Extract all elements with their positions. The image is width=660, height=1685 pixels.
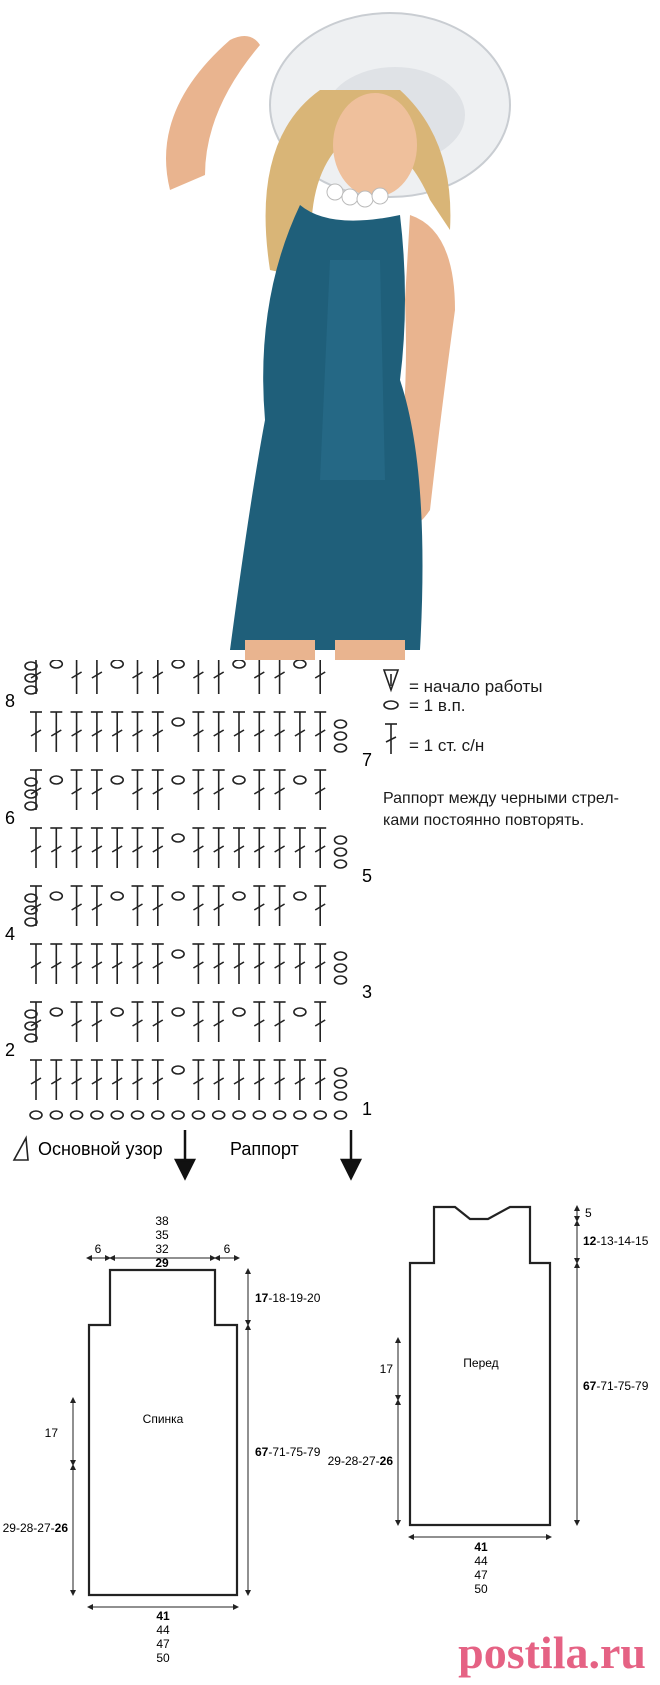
back-pocket: 17 [44, 1426, 58, 1440]
crochet-chart [0, 660, 660, 1205]
back-bottom-size-4: 50 [156, 1651, 170, 1665]
front-armhole: 12-13-14-15 [583, 1234, 649, 1248]
repeat-arrow-right-icon [342, 1130, 360, 1178]
chart-stitch [294, 660, 306, 668]
chart-stitch [91, 1111, 103, 1119]
repeat-note: Раппорт между черными стрел-ками постоянно повторять. [383, 790, 619, 829]
chart-stitch [111, 1111, 123, 1119]
dc-symbol [385, 724, 397, 754]
chart-stitch [111, 1008, 123, 1016]
chart-stitch [335, 848, 347, 856]
back-armhole: 17-18-19-20 [255, 1291, 321, 1305]
chart-stitch [233, 1008, 245, 1016]
row-number-6: 6 [5, 808, 16, 828]
back-title: Спинка [142, 1412, 184, 1426]
chain-symbol [384, 701, 398, 709]
chart-stitch [111, 660, 123, 668]
chart-stitch [50, 1008, 62, 1016]
front-bottom-size-1: 41 [474, 1540, 488, 1554]
chart-stitch [233, 892, 245, 900]
chart-stitch [294, 1008, 306, 1016]
row-number-7: 7 [362, 750, 373, 770]
front-hem: 29-28-27-26 [327, 1454, 393, 1468]
chart-stitch [172, 718, 184, 726]
chart-stitch [335, 964, 347, 972]
chart-stitch [335, 952, 347, 960]
chart-stitch [172, 892, 184, 900]
row-number-8: 8 [5, 691, 16, 711]
chart-stitch [335, 732, 347, 740]
chart-stitch [233, 776, 245, 784]
chart-stitch [314, 1111, 326, 1119]
chart-stitch [192, 1111, 204, 1119]
chart-stitch [50, 892, 62, 900]
back-top-size-4: 29 [155, 1256, 169, 1270]
chart-stitch [335, 976, 347, 984]
model-photo [0, 0, 660, 660]
chart-stitch [172, 950, 184, 958]
front-bottom-size-3: 47 [474, 1568, 488, 1582]
chart-stitch [30, 1111, 42, 1119]
back-side: 67-71-75-79 [255, 1445, 321, 1459]
chart-stitch [111, 892, 123, 900]
chart-stitch [172, 660, 184, 668]
chart-stitch [274, 1111, 286, 1119]
back-top-size-1: 38 [155, 1214, 169, 1228]
back-bottom-size-2: 44 [156, 1623, 170, 1637]
back-top-size-3: 32 [155, 1242, 169, 1256]
chart-stitch [294, 1111, 306, 1119]
chart-stitch [152, 1111, 164, 1119]
legend-start-text: = начало работы [409, 677, 543, 696]
row-number-1: 1 [362, 1099, 373, 1119]
legend-chain-text: = 1 в.п. [409, 696, 466, 715]
row-number-2: 2 [5, 1040, 16, 1060]
front-title: Перед [463, 1356, 499, 1370]
chart-stitch [233, 660, 245, 668]
legend-dc-text: = 1 ст. с/н [409, 736, 485, 755]
front-side: 67-71-75-79 [583, 1379, 649, 1393]
chart-stitch [50, 660, 62, 668]
front-bottom-size-4: 50 [474, 1582, 488, 1596]
start-symbol [384, 670, 398, 690]
chart-stitch [111, 776, 123, 784]
chart-stitch [335, 744, 347, 752]
back-outline [89, 1270, 237, 1595]
front-pocket: 17 [379, 1362, 393, 1376]
chart-stitch [335, 836, 347, 844]
chart-stitch [132, 1111, 144, 1119]
chart-stitch [335, 720, 347, 728]
chart-stitch [172, 776, 184, 784]
chart-stitch [172, 1066, 184, 1074]
chart-stitch [335, 860, 347, 868]
garment-schematics [0, 1205, 660, 1685]
chart-stitch [71, 1111, 83, 1119]
repeat-arrow-left-icon [176, 1130, 194, 1178]
back-bottom-size-1: 41 [156, 1609, 170, 1623]
front-neck: 5 [585, 1206, 592, 1220]
back-hem: 29-28-27-26 [2, 1521, 68, 1535]
chart-stitch [335, 1092, 347, 1100]
chart-stitch [294, 892, 306, 900]
chart-stitch [50, 776, 62, 784]
chart-stitch [335, 1080, 347, 1088]
chart-stitch [172, 1008, 184, 1016]
back-top-size-2: 35 [155, 1228, 169, 1242]
chart-stitch [335, 1111, 347, 1119]
chart-stitch [335, 1068, 347, 1076]
chart-stitch [253, 1111, 265, 1119]
front-bottom-size-2: 44 [474, 1554, 488, 1568]
label-repeat: Раппорт [230, 1139, 299, 1159]
row-number-4: 4 [5, 924, 16, 944]
chart-stitch [294, 776, 306, 784]
label-main-pattern: Основной узор [38, 1139, 163, 1159]
chart-stitch [172, 834, 184, 842]
back-bottom-size-3: 47 [156, 1637, 170, 1651]
postila-watermark: postila.ru [458, 1627, 646, 1678]
row-number-3: 3 [362, 982, 373, 1002]
chart-stitch [213, 1111, 225, 1119]
back-shoulder-right: 6 [223, 1242, 231, 1256]
start-marker-icon [14, 1138, 28, 1160]
chart-stitch [50, 1111, 62, 1119]
back-shoulder-left: 6 [94, 1242, 102, 1256]
chart-stitch [233, 1111, 245, 1119]
chart-stitch [172, 1111, 184, 1119]
row-number-5: 5 [362, 866, 373, 886]
